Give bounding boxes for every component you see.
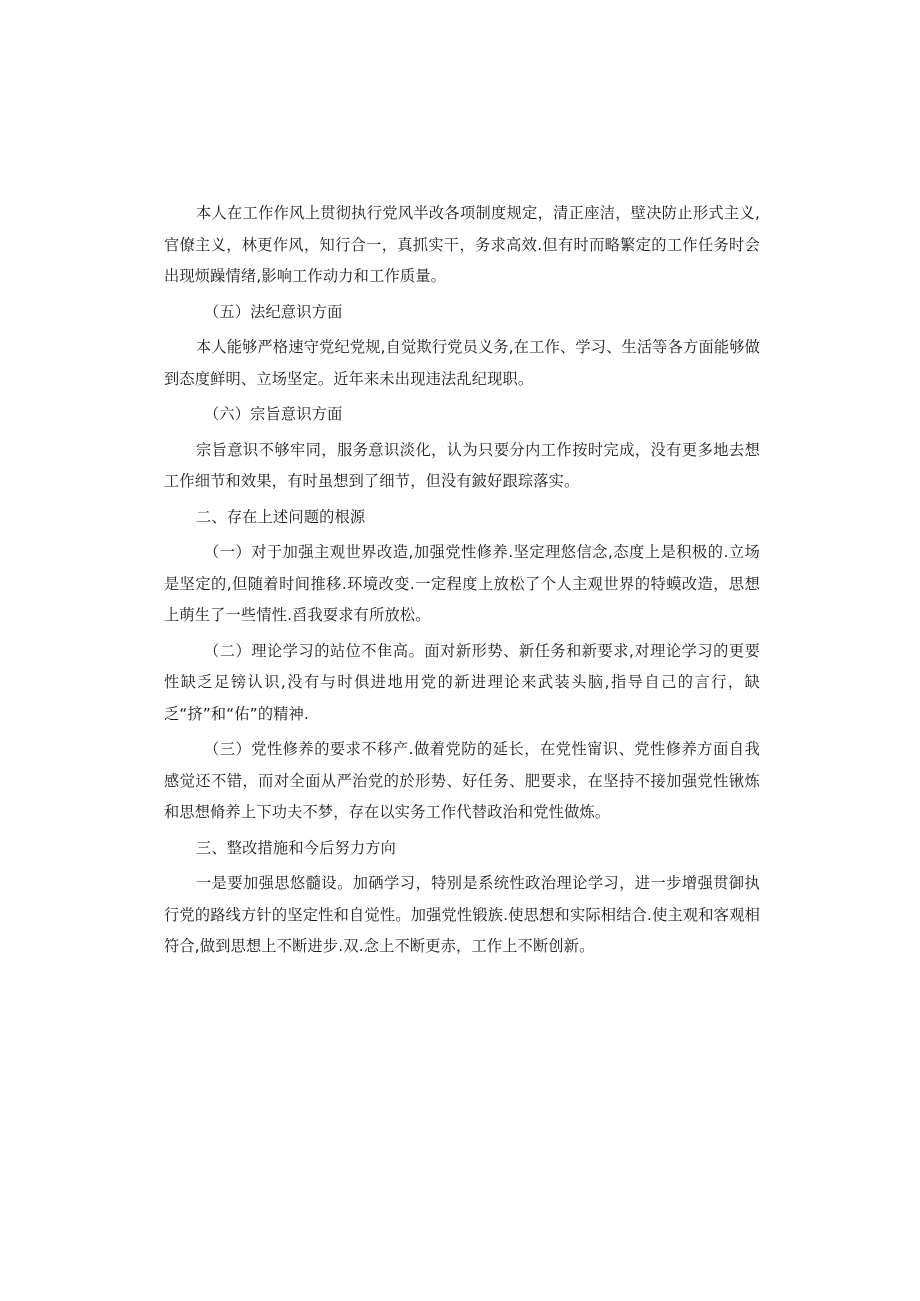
subheading-legal-awareness: （五）法纪意识方面 bbox=[204, 302, 343, 321]
document-body bbox=[164, 198, 760, 967]
paragraph-cause-1: （一）对于加强主观世界改造,加强党性修养.坚定理悠信念,态度上是积极的.立场是坚定的,但随着时间推移.环境改变.一定程度上放松了个人主观世界的特蟆改造，思想上萌生了一些情性.舀我耍求有所放松。 bbox=[164, 543, 760, 624]
paragraph-work-style: 本人在工作作风上贯彻执行党风半改各项制度规定，清正座洁，壁决防止形式主义,官僚主义，林更作风，知行合一，真抓实干，务求高效.但有时而略繁定的工作任务时会出现烦躁情绪,影响工作动力和工作质量。 bbox=[164, 204, 760, 285]
paragraph-rectification-1: 一是要加强思悠髓设。加硒学习，特别是系统性政治理论学习，进一步增强贯御执行党的路线方针的坚定性和自觉性。加强党性锻族.使思想和实际相结合.使主观和客观相符合,做到思想上不断进步.双.念上不断更赤，工作上不断创新。 bbox=[164, 874, 760, 955]
section-heading-rectification: 三、整改措施和今后努力方向 bbox=[196, 838, 397, 857]
paragraph-cause-2: （二）理论学习的站位不隹高。面对新形势、新任务和新要求,对理论学习的更要性缺乏足镑认识,没有与时俱进地用党的新进理论来武装头脑,指导自己的言行，缺乏“挤”和“佑”的精神. bbox=[164, 641, 760, 723]
paragraph-cause-3: （三）党性修养的要求不移产.做着党防的延长，在党性甯识、党性修养方面自我感觉还不错，而对全面从严治党的於形势、好任务、肥要求，在坚持不接加强党性锹炼和思想脩养上下功夫不梦，存在以实务工作代替政治和党性做炼。 bbox=[164, 740, 760, 821]
paragraph-purpose-awareness: 宗旨意识不够牢同，服务意识淡化，认为只要分内工作按时完成，没有更多地去想工作细节和效果，有时虽想到了细节，但没有鈹好跟琮落实。 bbox=[164, 440, 760, 490]
paragraph-legal-awareness: 本人能够严格速守党纪党规,自觉欺行党员义务,在工作、学习、生活等各方面能够做到态度鲜明、立场坚定。近年来未出现违法乱纪现职。 bbox=[164, 338, 761, 388]
section-heading-root-causes: 二、存在上述问题的根源 bbox=[196, 507, 366, 526]
subheading-purpose-awareness: （六）宗旨意识方面 bbox=[204, 405, 343, 423]
